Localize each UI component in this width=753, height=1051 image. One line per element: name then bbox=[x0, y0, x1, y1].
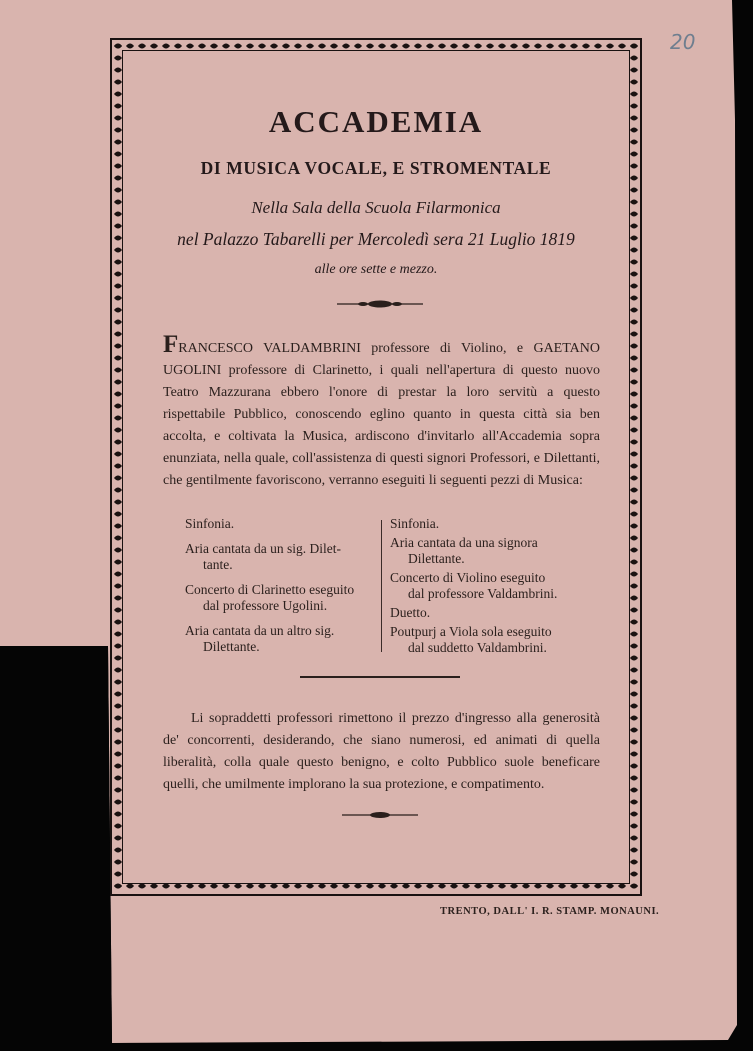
program-item: Sinfonia. bbox=[185, 516, 235, 531]
program-item: Aria cantata da un sig. Dilet- tante. bbox=[185, 541, 341, 572]
program-item: Poutpurj a Viola sola eseguito dal suddetto Valdambrini. bbox=[390, 624, 552, 655]
poster-subtitle: DI MUSICA VOCALE, E STROMENTALE bbox=[200, 158, 552, 178]
program-item: Aria cantata da una signora Dilettante. bbox=[390, 535, 538, 566]
program-item: Concerto di Clarinetto eseguito dal professore Ugolini. bbox=[185, 582, 355, 613]
program-item: Duetto. bbox=[390, 605, 431, 620]
closing-paragraph: Li sopraddetti professori rimettono il prezzo d'ingresso alla generosità de' concorrenti, desiderando, che siano numerosi, ed animati di quella liberalità, colla quale questo benigno, e colto Pubblico suole beneficare quelli, che umilmente implorano la sua protezione, e compatimento. bbox=[163, 711, 600, 792]
ornament-divider-bottom bbox=[340, 810, 420, 820]
poster-title: ACCADEMIA bbox=[268, 104, 484, 139]
horizontal-rule bbox=[300, 676, 460, 678]
venue-line: Nella Sala della Scuola Filarmonica bbox=[251, 198, 501, 217]
program-item: Aria cantata da un altro sig. Dilettante. bbox=[185, 623, 335, 654]
time-line: alle ore sette e mezzo. bbox=[314, 262, 438, 277]
printer-imprint: TRENTO, DALL' I. R. STAMP. MONAUNI. bbox=[440, 906, 660, 917]
program-right-column bbox=[390, 516, 595, 659]
drop-cap: F bbox=[163, 331, 179, 358]
intro-text: RANCESCO VALDAMBRINI professore di Violino, e GAETANO UGOLINI professore di Clarinetto, i quali nell'apertura di questo nuovo Teatro Mazzurana ebbero l'onore di prestar la loro servitù a questo rispettabile Pubblico, conoscendo eglino quanto in questa città sia ben accolta, e coltivata la Musica, ardiscono d'invitarlo all'Accademia sopra enunziata, nella quale, coll'assistenza di questi signori Professori, e Dilettanti, che gentilmente favoriscono, verranno eseguiti li seguenti pezzi di Musica: bbox=[163, 341, 600, 488]
page-number: 20 bbox=[670, 30, 696, 54]
program-item: Concerto di Violino eseguito dal professore Valdambrini. bbox=[390, 570, 558, 601]
column-divider bbox=[381, 520, 382, 652]
program-left-column bbox=[185, 516, 373, 664]
ornament-divider-top bbox=[335, 298, 425, 310]
intro-paragraph bbox=[163, 331, 600, 492]
date-line: nel Palazzo Tabarelli per Mercoledì sera 21 Luglio 1819 bbox=[177, 229, 575, 249]
program-item: Sinfonia. bbox=[390, 516, 440, 531]
